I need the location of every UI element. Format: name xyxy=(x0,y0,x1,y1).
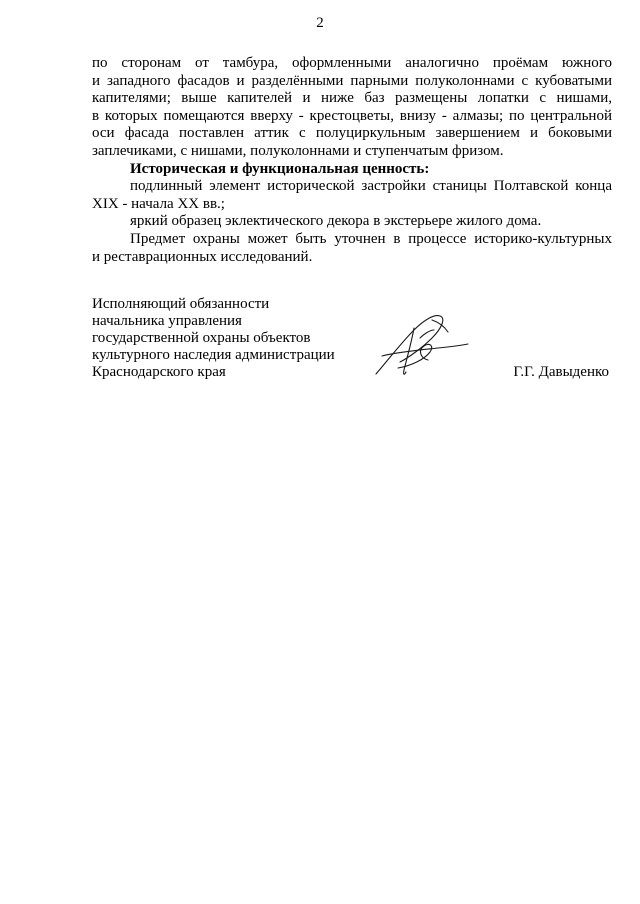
paragraph-line: в которых помещаются вверху - крестоцветы, внизу - алмазы; по центральной xyxy=(92,107,612,124)
handwritten-signature xyxy=(368,308,474,380)
position-line: культурного наследия администрации xyxy=(92,347,335,363)
position-line: государственной охраны объектов xyxy=(92,330,311,346)
paragraph-line: и западного фасадов и разделёнными парными полуколоннами с кубоватыми xyxy=(92,72,612,89)
section-heading: Историческая и функциональная ценность: xyxy=(130,160,430,177)
paragraph-line: подлинный элемент исторической застройки станицы Полтавской конца xyxy=(130,178,612,195)
paragraph-line: по сторонам от тамбура, оформленными аналогично проёмам южного xyxy=(92,55,612,71)
paragraph-line: яркий образец эклектического декора в экстерьере жилого дома. xyxy=(130,213,542,230)
paragraph-line: XIX - начала XX вв.; xyxy=(92,195,225,212)
paragraph-line: и реставрационных исследований. xyxy=(92,248,313,265)
signer-name: Г.Г. Давыденко xyxy=(513,364,609,380)
page-number: 2 xyxy=(316,15,324,31)
signatory-position xyxy=(92,296,352,381)
paragraph-line: заплечиками, с нишами, полуколоннами и ступенчатым фризом. xyxy=(92,142,504,159)
position-line: начальника управления xyxy=(92,313,242,329)
document-body xyxy=(92,55,612,266)
paragraph-line: Предмет охраны может быть уточнен в процессе историко-культурных xyxy=(130,230,612,247)
position-line: Исполняющий обязанности xyxy=(92,296,270,312)
position-line: Краснодарского края xyxy=(92,364,226,380)
paragraph-line: оси фасада поставлен аттик с полуциркульным завершением и боковыми xyxy=(92,125,612,142)
paragraph-line: капителями; выше капителей и ниже баз размещены лопатки с нишами, xyxy=(92,90,612,107)
